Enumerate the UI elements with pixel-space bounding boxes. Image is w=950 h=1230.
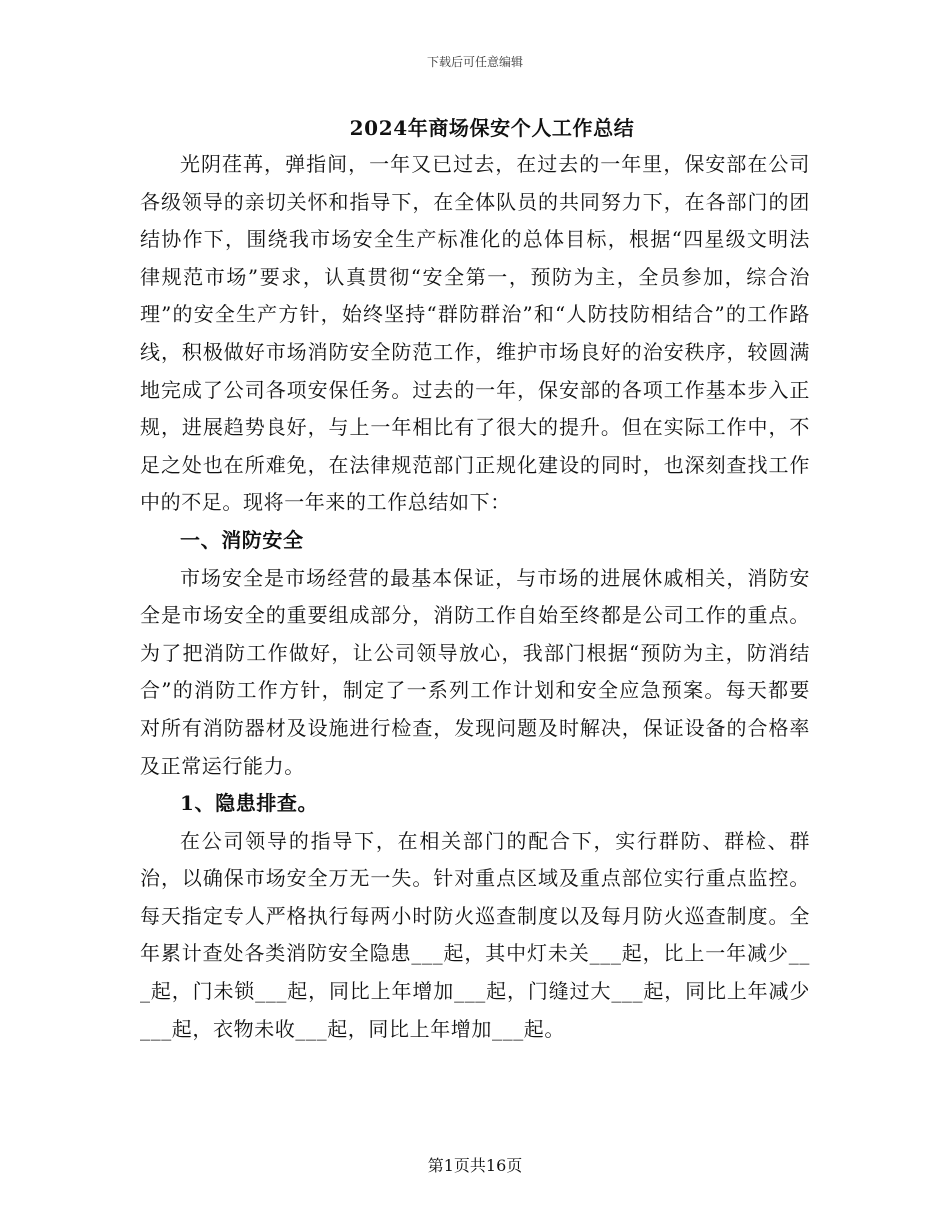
page-number: 第1页共16页 (427, 1156, 523, 1175)
document-body (140, 114, 810, 1048)
section-heading-fire-safety: 一、消防安全 (180, 527, 304, 552)
fire-safety-paragraph: 市场安全是市场经营的最基本保证，与市场的进展休戚相关，消防安全是市场安全的重要组成部分，消防工作自始至终都是公司工作的重点。为了把消防工作做好，让公司领导放心，我部门根据“预防为主，防消结合”的消防工作方针，制定了一系列工作计划和安全应急预案。每天都要对所有消防器材及设施进行检查，发现问题及时解决，保证设备的合格率及正常运行能力。 (140, 565, 810, 778)
hazard-check-paragraph: 在公司领导的指导下，在相关部门的配合下，实行群防、群检、群治，以确保市场安全万无一失。针对重点区域及重点部位实行重点监控。每天指定专人严格执行每两小时防火巡查制度以及每月防火巡查制度。全年累计查处各类消防安全隐患___起，其中灯未关___起，比上一年减少___起，门未锁___起，同比上年增加___起，门缝过大___起，同比上年减少___起，衣物未收___起，同比上年增加___起。 (140, 828, 810, 1041)
document-title: 2024年商场保安个人工作总结 (349, 116, 635, 140)
intro-paragraph: 光阴荏苒，弹指间，一年又已过去，在过去的一年里，保安部在公司各级领导的亲切关怀和指导下，在全体队员的共同努力下，在各部门的团结协作下，围绕我市场安全生产标准化的总体目标，根据“四星级文明法律规范市场”要求，认真贯彻“安全第一，预防为主，全员参加，综合治理”的安全生产方针，始终坚持“群防群治”和“人防技防相结合”的工作路线，积极做好市场消防安全防范工作，维护市场良好的治安秩序，较圆满地完成了公司各项安保任务。过去的一年，保安部的各项工作基本步入正规，进展趋势良好，与上一年相比有了很大的提升。但在实际工作中，不足之处也在所难免，在法律规范部门正规化建设的同时，也深刻查找工作中的不足。现将一年来的工作总结如下： (140, 152, 810, 515)
page-header-note: 下载后可任意编辑 (426, 55, 523, 69)
subsection-heading-hazard-check: 1、隐患排查。 (180, 791, 319, 816)
